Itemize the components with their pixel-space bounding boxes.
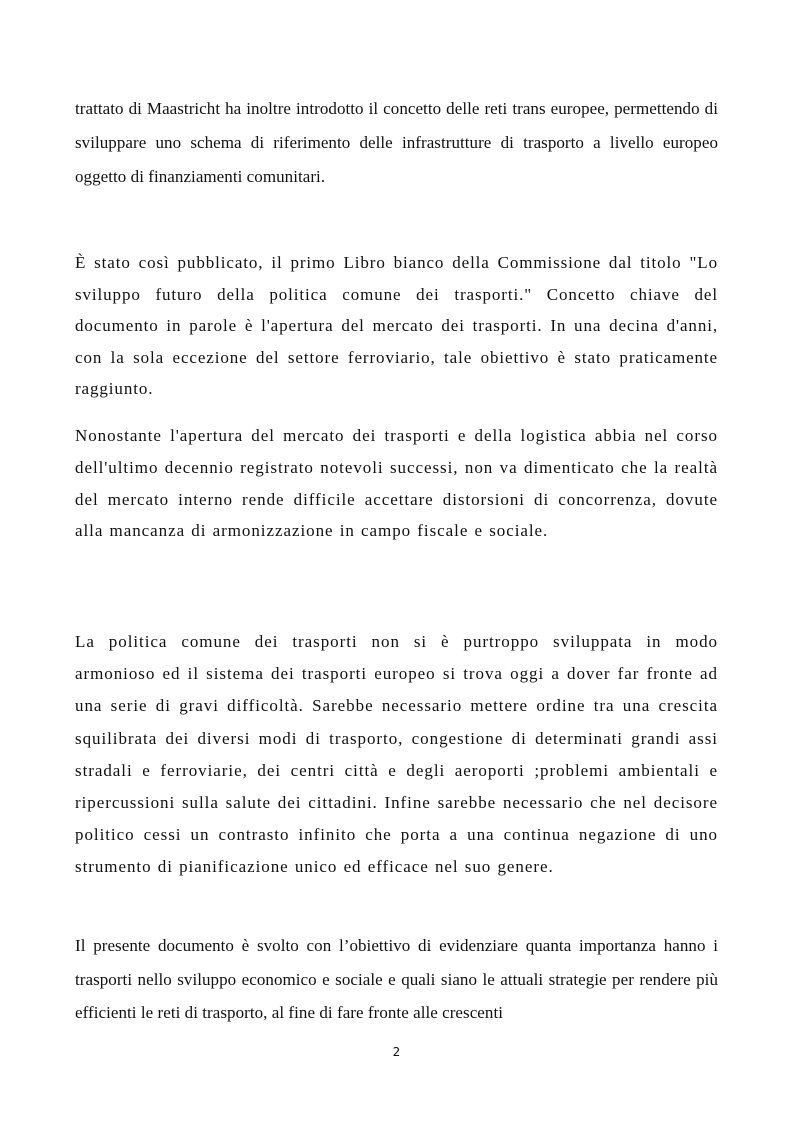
paragraph-libro-bianco: È stato così pubblicato, il primo Libro bianco della Commissione dal titolo "Lo sviluppo futuro della politica comune dei trasporti." Concetto chiave del documento in parole è l'apertura del mercato dei trasporti. In una decina d'anni, con la sola eccezione del settore ferroviario, tale obiettivo è stato praticamente raggiunto. [75,253,718,398]
page-number: 2 [392,1045,401,1059]
document-page [75,0,718,1123]
paragraph-apertura-mercato: Nonostante l'apertura del mercato dei trasporti e della logistica abbia nel corso dell'ultimo decennio registrato notevoli successi, non va dimenticato che la realtà del mercato interno rende difficile accettare distorsioni di concorrenza, dovute alla mancanza di armonizzazione in campo fiscale e sociale. [75,426,718,541]
paragraph-maastricht: trattato di Maastricht ha inoltre introdotto il concetto delle reti trans europee, permettendo di sviluppare uno schema di riferimento delle infrastrutture di trasporto a livello europeo oggetto di finanziamenti comunitari. [75,99,718,186]
paragraph-politica-comune: La politica comune dei trasporti non si è purtroppo sviluppata in modo armonioso ed il sistema dei trasporti europeo si trova oggi a dover far fronte ad una serie di gravi difficoltà. Sarebbe necessario mettere ordine tra una crescita squilibrata dei diversi modi di trasporto, congestione di determinati grandi assi stradali e ferroviarie, dei centri città e degli aeroporti ;problemi ambientali e ripercussioni sulla salute dei cittadini. Infine sarebbe necessario che nel decisore politico cessi un contrasto infinito che porta a una continua negazione di uno strumento di pianificazione unico ed efficace nel suo genere. [75,632,718,877]
paragraph-presente-documento: Il presente documento è svolto con l’obiettivo di evidenziare quanta importanza hanno i trasporti nello sviluppo economico e sociale e quali siano le attuali strategie per rendere più efficienti le reti di trasporto, al fine di fare fronte alle crescenti [75,936,718,1022]
